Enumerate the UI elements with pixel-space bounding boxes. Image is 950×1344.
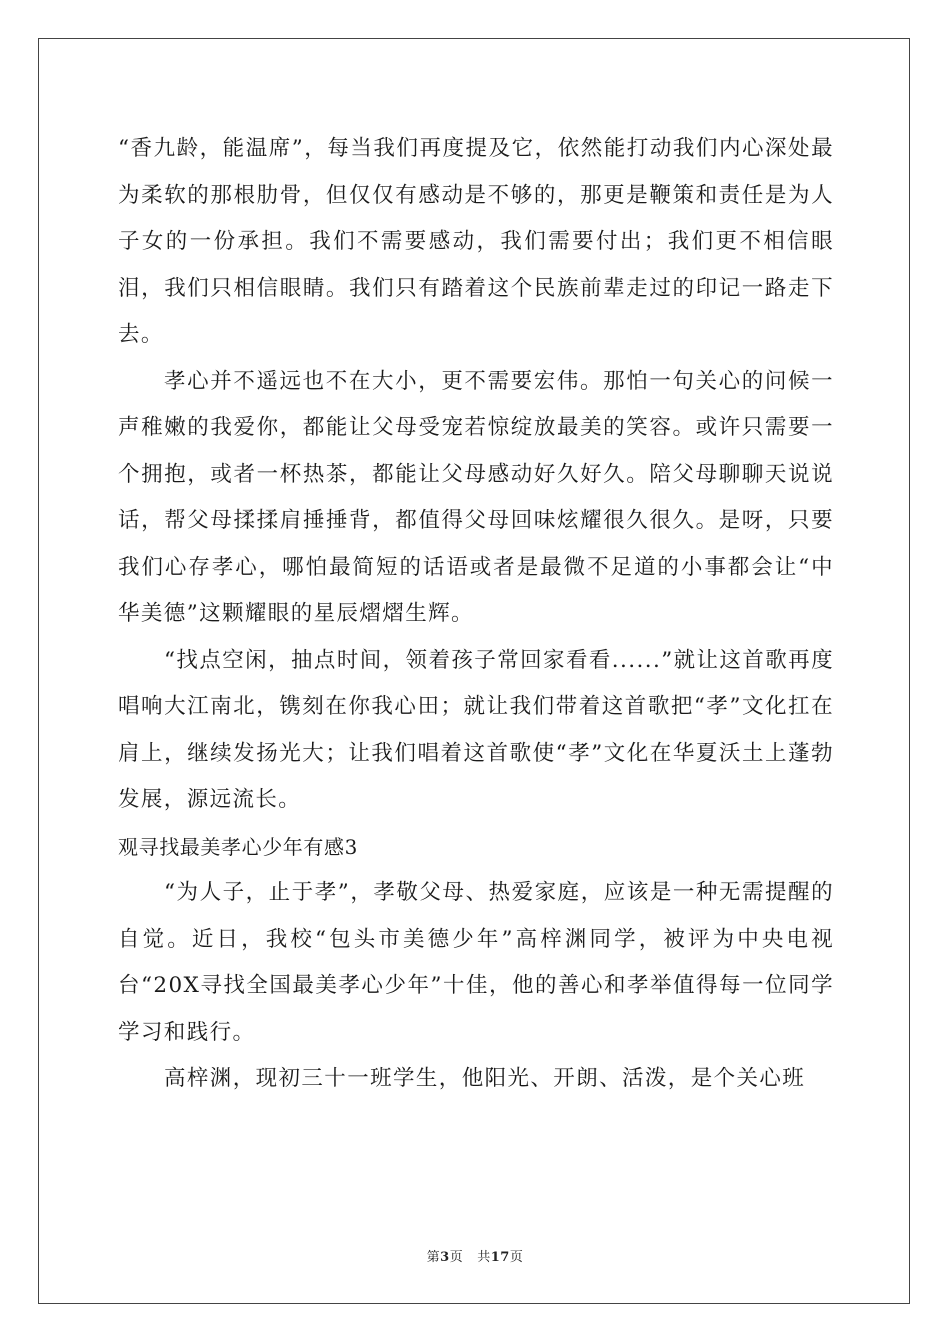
section-heading: 观寻找最美孝心少年有感3 bbox=[118, 834, 358, 859]
document-body bbox=[118, 126, 834, 1103]
total-suffix: 页 bbox=[509, 1250, 524, 1265]
page-suffix: 页 bbox=[449, 1250, 464, 1265]
paragraph-1: “香九龄，能温席”，每当我们再度提及它，依然能打动我们内心深处最为柔软的那根肋骨，但仅仅有感动是不够的，那更是鞭策和责任是为人子女的一份承担。我们不需要感动，我们需要付出；我们更不相信眼泪，我们只相信眼睛。我们只有踏着这个民族前辈走过的印记一路走下去。 bbox=[118, 136, 834, 347]
paragraph-3: “找点空闲，抽点时间，领着孩子常回家看看......”就让这首歌再度唱响大江南北，镌刻在你我心田；就让我们带着这首歌把“孝”文化扛在肩上，继续发扬光大；让我们唱着这首歌使“孝”文化在华夏沃土上蓬勃发展，源远流长。 bbox=[118, 647, 834, 812]
paragraph-4: “为人子，止于孝”，孝敬父母、热爱家庭，应该是一种无需提醒的自觉。近日，我校“包头市美德少年”高梓渊同学，被评为中央电视台“20X寻找全国最美孝心少年”十佳，他的善心和孝举值得每一位同学学习和践行。 bbox=[118, 880, 834, 1045]
paragraph-5: 高梓渊，现初三十一班学生，他阳光、开朗、活泼，是个关心班 bbox=[164, 1066, 806, 1091]
page-prefix: 第 bbox=[426, 1250, 441, 1265]
paragraph-2: 孝心并不遥远也不在大小，更不需要宏伟。那怕一句关心的问候一声稚嫩的我爱你，都能让父母受宠若惊绽放最美的笑容。或许只需要一个拥抱，或者一杯热茶，都能让父母感动好久好久。陪父母聊聊天说说话，帮父母揉揉肩捶捶背，都值得父母回味炫耀很久很久。是呀，只要我们心存孝心，哪怕最简短的话语或者是最微不足道的小事都会让“中华美德”这颗耀眼的星辰熠熠生辉。 bbox=[118, 368, 834, 626]
page-number: 3 bbox=[440, 1250, 450, 1265]
total-prefix: 共 bbox=[477, 1250, 491, 1265]
page-total: 17 bbox=[490, 1250, 510, 1265]
page-footer bbox=[0, 1246, 950, 1265]
